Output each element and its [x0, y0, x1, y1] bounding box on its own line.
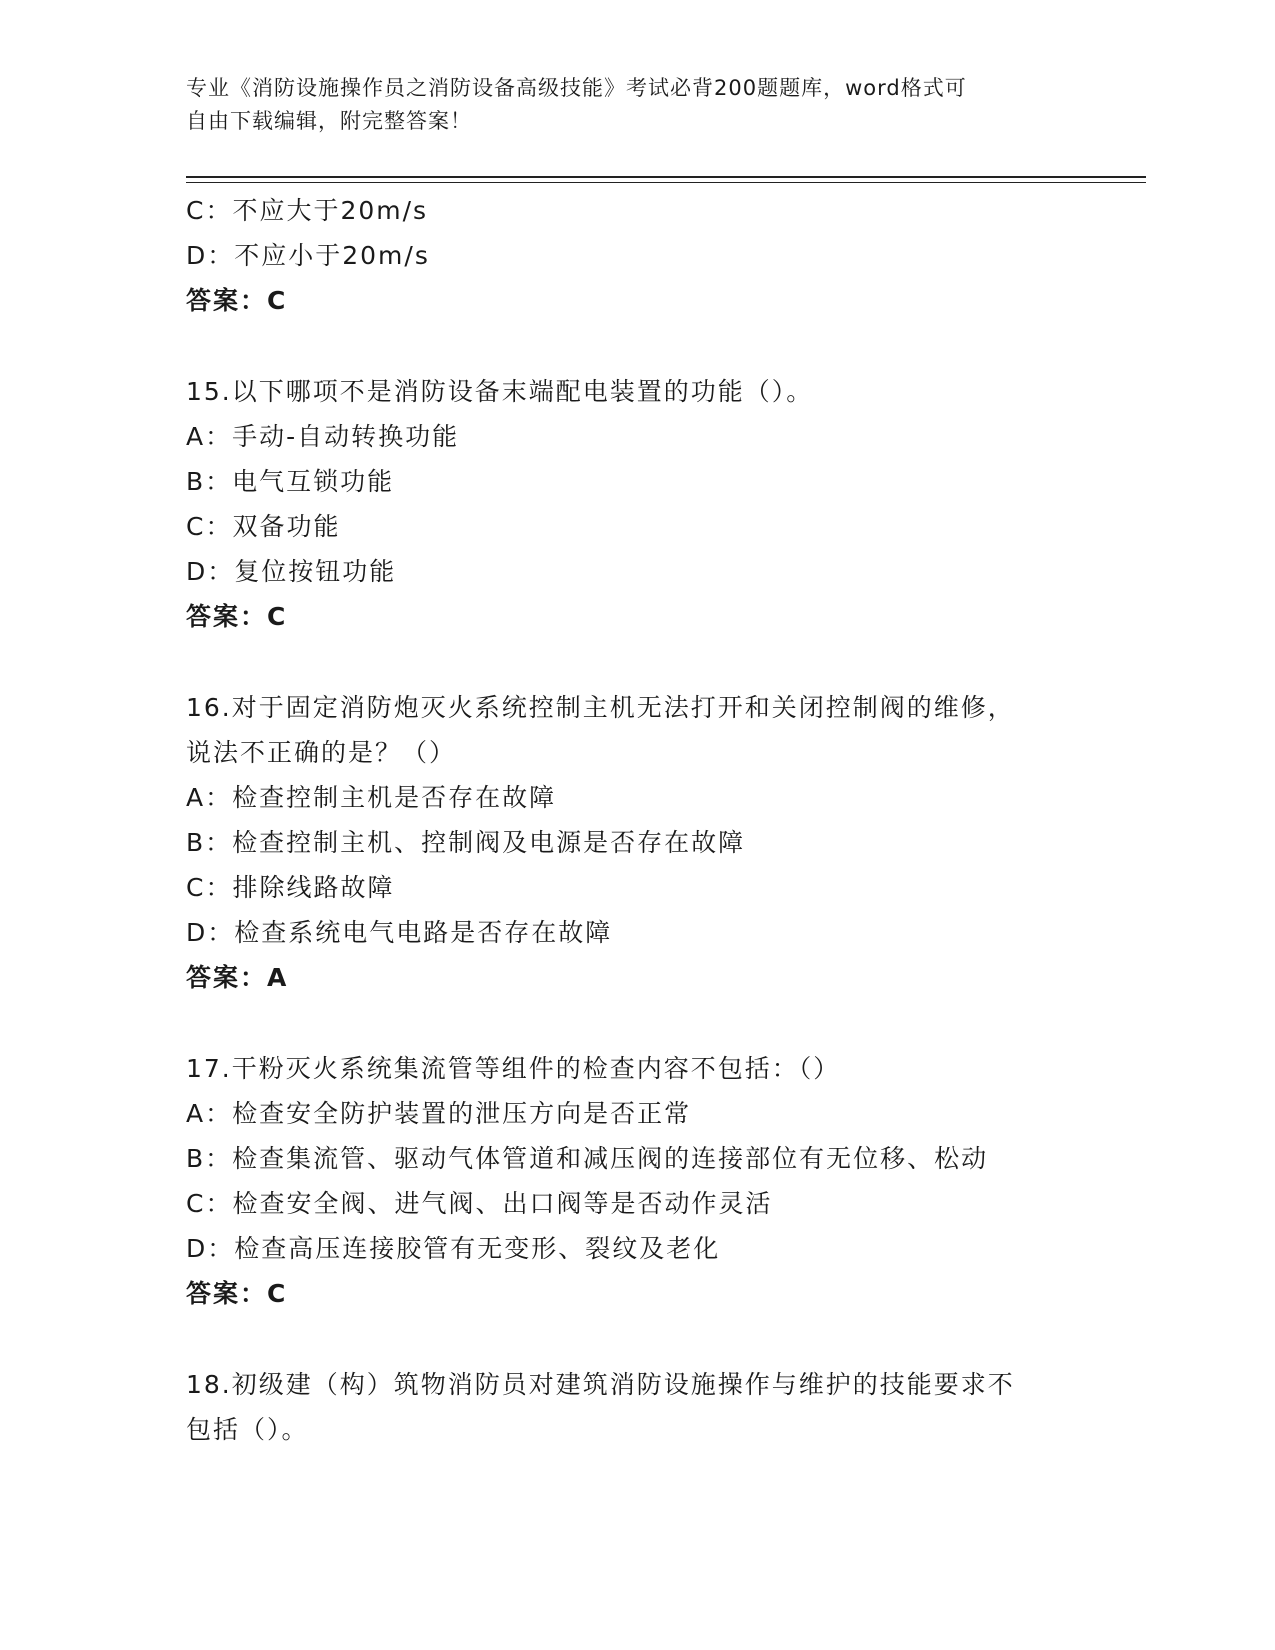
header-title-line-2: 自由下载编辑，附完整答案！: [186, 109, 472, 133]
spacer: [186, 1316, 1086, 1362]
spacer: [186, 639, 1086, 685]
q15-answer: 答案：C: [186, 602, 288, 631]
q17-answer: 答案：C: [186, 1279, 288, 1308]
q18-question-line-1: 18.初级建（构）筑物消防员对建筑消防设施操作与维护的技能要求不: [186, 1370, 1015, 1399]
q16-option-b: B：检查控制主机、控制阀及电源是否存在故障: [186, 828, 746, 857]
q16-answer: 答案：A: [186, 963, 289, 992]
q16-option-d: D：检查系统电气电路是否存在故障: [186, 918, 613, 947]
q17-option-a: A：检查安全防护装置的泄压方向是否正常: [186, 1099, 692, 1128]
q14-option-d: D：不应小于20m/s: [186, 241, 430, 270]
question-16: [186, 685, 1086, 1000]
question-list: [186, 188, 1086, 1452]
q17-option-c: C：检查安全阀、进气阀、出口阀等是否动作灵活: [186, 1189, 773, 1218]
spacer: [186, 1000, 1086, 1046]
q15-question: 15.以下哪项不是消防设备末端配电装置的功能（）。: [186, 377, 814, 406]
q16-question-line-1: 16.对于固定消防炮灭火系统控制主机无法打开和关闭控制阀的维修，: [186, 693, 1015, 722]
header-divider-thin: [186, 182, 1146, 183]
q14-option-c: C：不应大于20m/s: [186, 196, 429, 225]
q17-option-d: D：检查高压连接胶管有无变形、裂纹及老化: [186, 1234, 721, 1263]
spacer: [186, 323, 1086, 369]
document-header: [186, 72, 1066, 138]
q18-question-line-2: 包括（）。: [186, 1415, 309, 1444]
question-14: [186, 188, 1086, 323]
q15-option-a: A：手动-自动转换功能: [186, 422, 460, 451]
header-divider-thick: [186, 176, 1146, 178]
q17-question: 17.干粉灭火系统集流管等组件的检查内容不包括：（）: [186, 1054, 841, 1083]
q14-answer: 答案：C: [186, 286, 288, 315]
q17-option-b: B：检查集流管、驱动气体管道和减压阀的连接部位有无位移、松动: [186, 1144, 989, 1173]
q16-option-a: A：检查控制主机是否存在故障: [186, 783, 557, 812]
q15-option-b: B：电气互锁功能: [186, 467, 395, 496]
q15-option-d: D：复位按钮功能: [186, 557, 397, 586]
q15-option-c: C：双备功能: [186, 512, 341, 541]
question-15: [186, 369, 1086, 639]
q16-option-c: C：排除线路故障: [186, 873, 395, 902]
question-18: [186, 1362, 1086, 1452]
question-17: [186, 1046, 1086, 1316]
header-title-line-1: 专业《消防设施操作员之消防设备高级技能》考试必背200题题库，word格式可: [186, 76, 967, 100]
q16-question-line-2: 说法不正确的是？（）: [186, 738, 457, 767]
